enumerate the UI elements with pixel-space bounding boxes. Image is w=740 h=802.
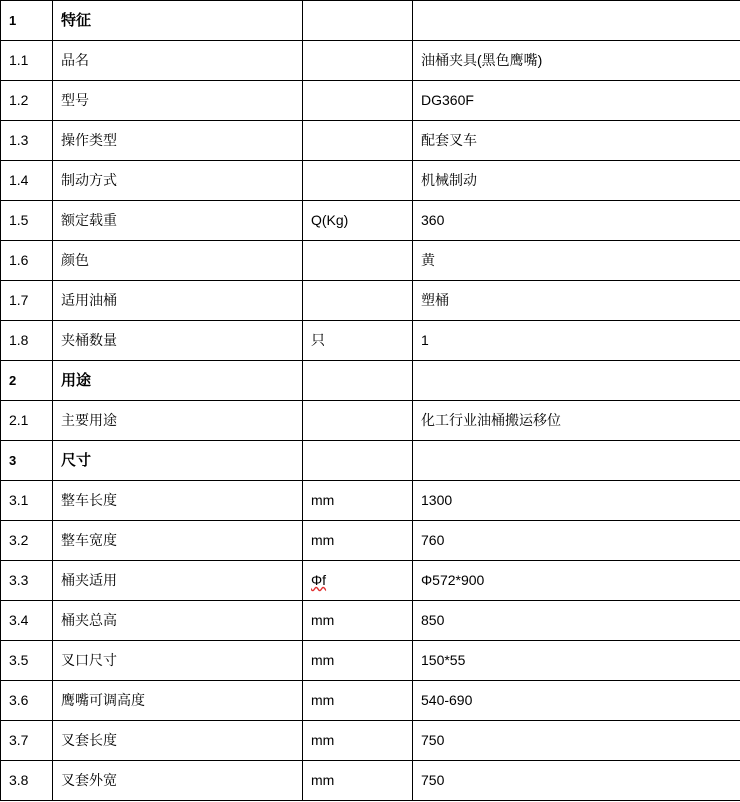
table-row xyxy=(1,641,740,681)
row-label: 整车宽度 xyxy=(53,521,303,561)
row-value: 850 xyxy=(413,601,740,641)
row-label: 适用油桶 xyxy=(53,281,303,321)
row-unit: mm xyxy=(303,721,413,761)
table-row xyxy=(1,321,740,361)
table-section-row xyxy=(1,1,740,41)
row-unit: mm xyxy=(303,641,413,681)
row-number: 3.5 xyxy=(1,641,53,681)
row-number: 3 xyxy=(1,441,53,481)
row-value xyxy=(413,1,740,41)
row-value: 150*55 xyxy=(413,641,740,681)
table-row xyxy=(1,121,740,161)
row-number: 1 xyxy=(1,1,53,41)
table-row xyxy=(1,41,740,81)
row-unit: mm xyxy=(303,601,413,641)
row-label: 叉口尺寸 xyxy=(53,641,303,681)
row-number: 1.7 xyxy=(1,281,53,321)
row-value: 塑桶 xyxy=(413,281,740,321)
row-value: 1300 xyxy=(413,481,740,521)
row-value: 1 xyxy=(413,321,740,361)
row-unit xyxy=(303,561,413,601)
specification-table-body xyxy=(1,1,740,801)
row-label: 整车长度 xyxy=(53,481,303,521)
row-label: 用途 xyxy=(53,361,303,401)
row-number: 2 xyxy=(1,361,53,401)
row-label: 额定载重 xyxy=(53,201,303,241)
row-unit xyxy=(303,81,413,121)
row-label: 尺寸 xyxy=(53,441,303,481)
row-value: 360 xyxy=(413,201,740,241)
row-number: 1.4 xyxy=(1,161,53,201)
row-label: 夹桶数量 xyxy=(53,321,303,361)
row-label: 叉套外宽 xyxy=(53,761,303,801)
row-unit xyxy=(303,241,413,281)
table-row xyxy=(1,481,740,521)
row-unit xyxy=(303,161,413,201)
row-label: 叉套长度 xyxy=(53,721,303,761)
row-label: 颜色 xyxy=(53,241,303,281)
row-label: 主要用途 xyxy=(53,401,303,441)
row-unit xyxy=(303,281,413,321)
row-value: 油桶夹具(黑色鹰嘴) xyxy=(413,41,740,81)
row-value: DG360F xyxy=(413,81,740,121)
row-number: 3.6 xyxy=(1,681,53,721)
row-label: 操作类型 xyxy=(53,121,303,161)
spellcheck-underlined-text: Φf xyxy=(311,572,327,589)
row-unit: mm xyxy=(303,681,413,721)
row-number: 3.7 xyxy=(1,721,53,761)
row-number: 3.3 xyxy=(1,561,53,601)
row-label: 桶夹总高 xyxy=(53,601,303,641)
row-unit: 只 xyxy=(303,321,413,361)
table-section-row xyxy=(1,441,740,481)
row-number: 1.1 xyxy=(1,41,53,81)
table-section-row xyxy=(1,361,740,401)
table-row xyxy=(1,161,740,201)
row-value: 机械制动 xyxy=(413,161,740,201)
row-unit: mm xyxy=(303,481,413,521)
row-value: 750 xyxy=(413,721,740,761)
row-value: 750 xyxy=(413,761,740,801)
row-value: 760 xyxy=(413,521,740,561)
row-number: 1.5 xyxy=(1,201,53,241)
row-label: 品名 xyxy=(53,41,303,81)
row-unit xyxy=(303,441,413,481)
row-value: 配套叉车 xyxy=(413,121,740,161)
row-value xyxy=(413,361,740,401)
row-label: 鹰嘴可调高度 xyxy=(53,681,303,721)
row-number: 3.8 xyxy=(1,761,53,801)
table-row xyxy=(1,521,740,561)
table-row xyxy=(1,281,740,321)
row-number: 3.1 xyxy=(1,481,53,521)
row-number: 1.6 xyxy=(1,241,53,281)
table-row xyxy=(1,401,740,441)
table-row xyxy=(1,561,740,601)
table-row xyxy=(1,721,740,761)
row-unit xyxy=(303,41,413,81)
table-row xyxy=(1,601,740,641)
table-row xyxy=(1,201,740,241)
row-number: 3.4 xyxy=(1,601,53,641)
row-value: 540-690 xyxy=(413,681,740,721)
row-number: 1.3 xyxy=(1,121,53,161)
row-label: 桶夹适用 xyxy=(53,561,303,601)
table-row xyxy=(1,241,740,281)
table-row xyxy=(1,761,740,801)
row-number: 1.2 xyxy=(1,81,53,121)
table-row xyxy=(1,681,740,721)
row-unit xyxy=(303,361,413,401)
row-unit: mm xyxy=(303,521,413,561)
row-label: 特征 xyxy=(53,1,303,41)
row-value xyxy=(413,441,740,481)
row-value: 黄 xyxy=(413,241,740,281)
row-number: 1.8 xyxy=(1,321,53,361)
row-unit xyxy=(303,401,413,441)
row-value: 化工行业油桶搬运移位 xyxy=(413,401,740,441)
row-label: 制动方式 xyxy=(53,161,303,201)
row-unit xyxy=(303,1,413,41)
table-row xyxy=(1,81,740,121)
row-unit: Q(Kg) xyxy=(303,201,413,241)
row-number: 2.1 xyxy=(1,401,53,441)
row-unit: mm xyxy=(303,761,413,801)
row-label: 型号 xyxy=(53,81,303,121)
row-value: Φ572*900 xyxy=(413,561,740,601)
row-number: 3.2 xyxy=(1,521,53,561)
row-unit xyxy=(303,121,413,161)
